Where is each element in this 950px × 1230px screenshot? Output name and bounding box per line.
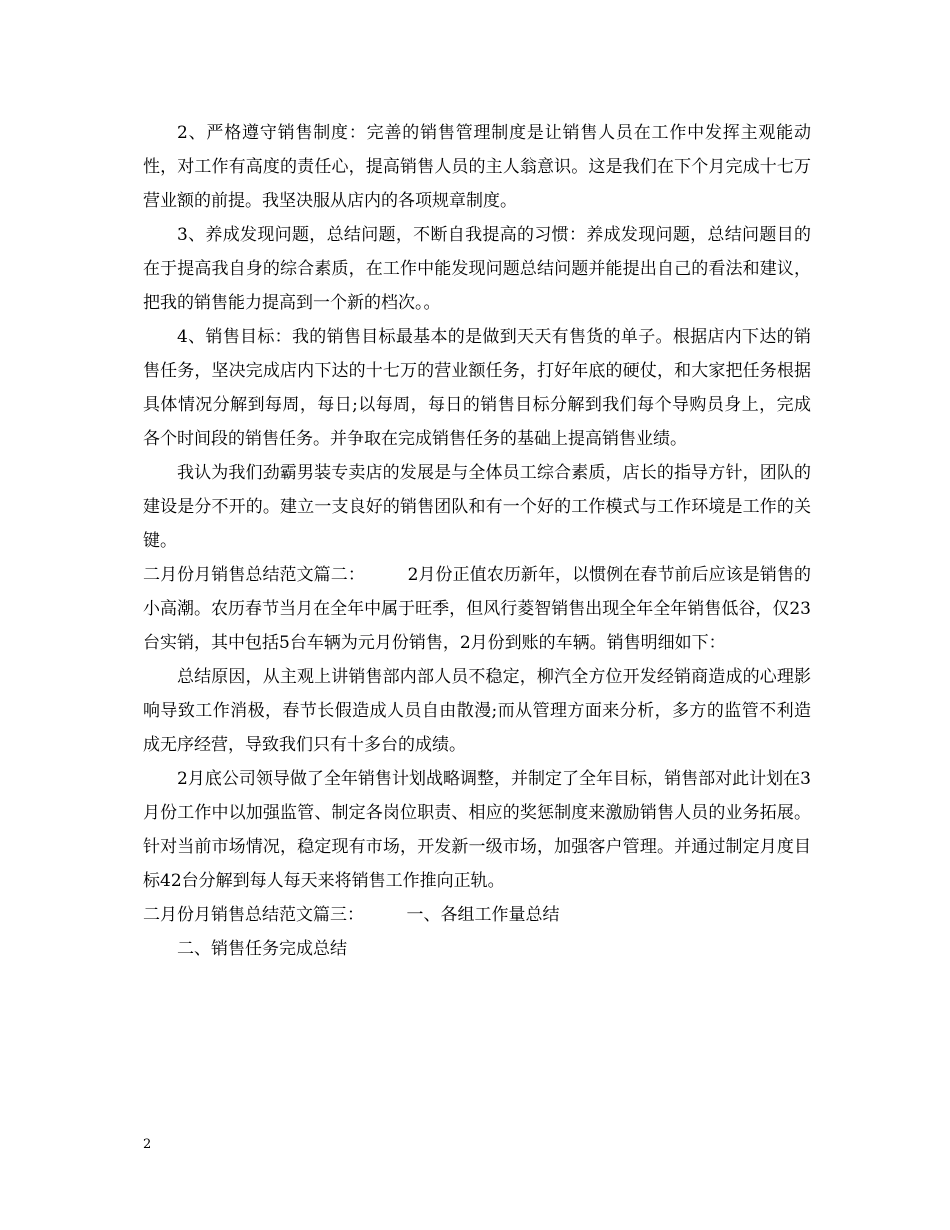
paragraph-plan-adjustment: 2月底公司领导做了全年销售计划战略调整，并制定了全年目标，销售部对此计划在3月份工作中以加强监管、制定各岗位职责、相应的奖惩制度来激励销售人员的业务拓展。针对当前市场情况，稳定现有市场，开发新一级市场，加强客户管理。并通过制定月度目标42台分解到每人每天来将销售工作推向正轨。 [143, 769, 811, 891]
paragraph-sample-three: 二月份月销售总结范文篇三： 一、各组工作量总结 [143, 905, 560, 925]
paragraph-task-summary: 二、销售任务完成总结 [177, 939, 347, 959]
paragraph-team-building: 我认为我们劲霸男装专卖店的发展是与全体员工综合素质，店长的指导方针，团队的建设是分不开的。建立一支良好的销售团队和有一个好的工作模式与工作环境是工作的关键。 [143, 463, 811, 551]
document-body [143, 116, 811, 966]
paragraph-sales-rules: 2、严格遵守销售制度：完善的销售管理制度是让销售人员在工作中发挥主观能动性，对工作有高度的责任心，提高销售人员的主人翁意识。这是我们在下个月完成十七万营业额的前提。我坚决服从店内的各项规章制度。 [143, 123, 811, 211]
paragraph-sales-target: 4、销售目标：我的销售目标最基本的是做到天天有售货的单子。根据店内下达的销售任务，坚决完成店内下达的十七万的营业额任务，打好年底的硬仗，和大家把任务根据具体情况分解到每周，每日;以每周，每日的销售目标分解到我们每个导购员身上，完成各个时间段的销售任务。并争取在完成销售任务的基础上提高销售业绩。 [143, 327, 811, 449]
page-number: 2 [143, 1137, 152, 1152]
paragraph-problem-solving: 3、养成发现问题，总结问题，不断自我提高的习惯：养成发现问题，总结问题目的在于提高我自身的综合素质，在工作中能发现问题总结问题并能提出自己的看法和建议，把我的销售能力提高到一个新的档次。。 [143, 225, 811, 313]
paragraph-cause-summary: 总结原因，从主观上讲销售部内部人员不稳定，柳汽全方位开发经销商造成的心理影响导致工作消极，春节长假造成人员自由散漫;而从管理方面来分析，多方的监管不利造成无序经营，导致我们只有十多台的成绩。 [143, 667, 811, 755]
paragraph-sample-two: 二月份月销售总结范文篇二： 2月份正值农历新年，以惯例在春节前后应该是销售的小高潮。农历春节当月在全年中属于旺季，但风行菱智销售出现全年全年销售低谷，仅23台实销，其中包括5台车辆为元月份销售，2月份到账的车辆。销售明细如下： [143, 565, 811, 653]
